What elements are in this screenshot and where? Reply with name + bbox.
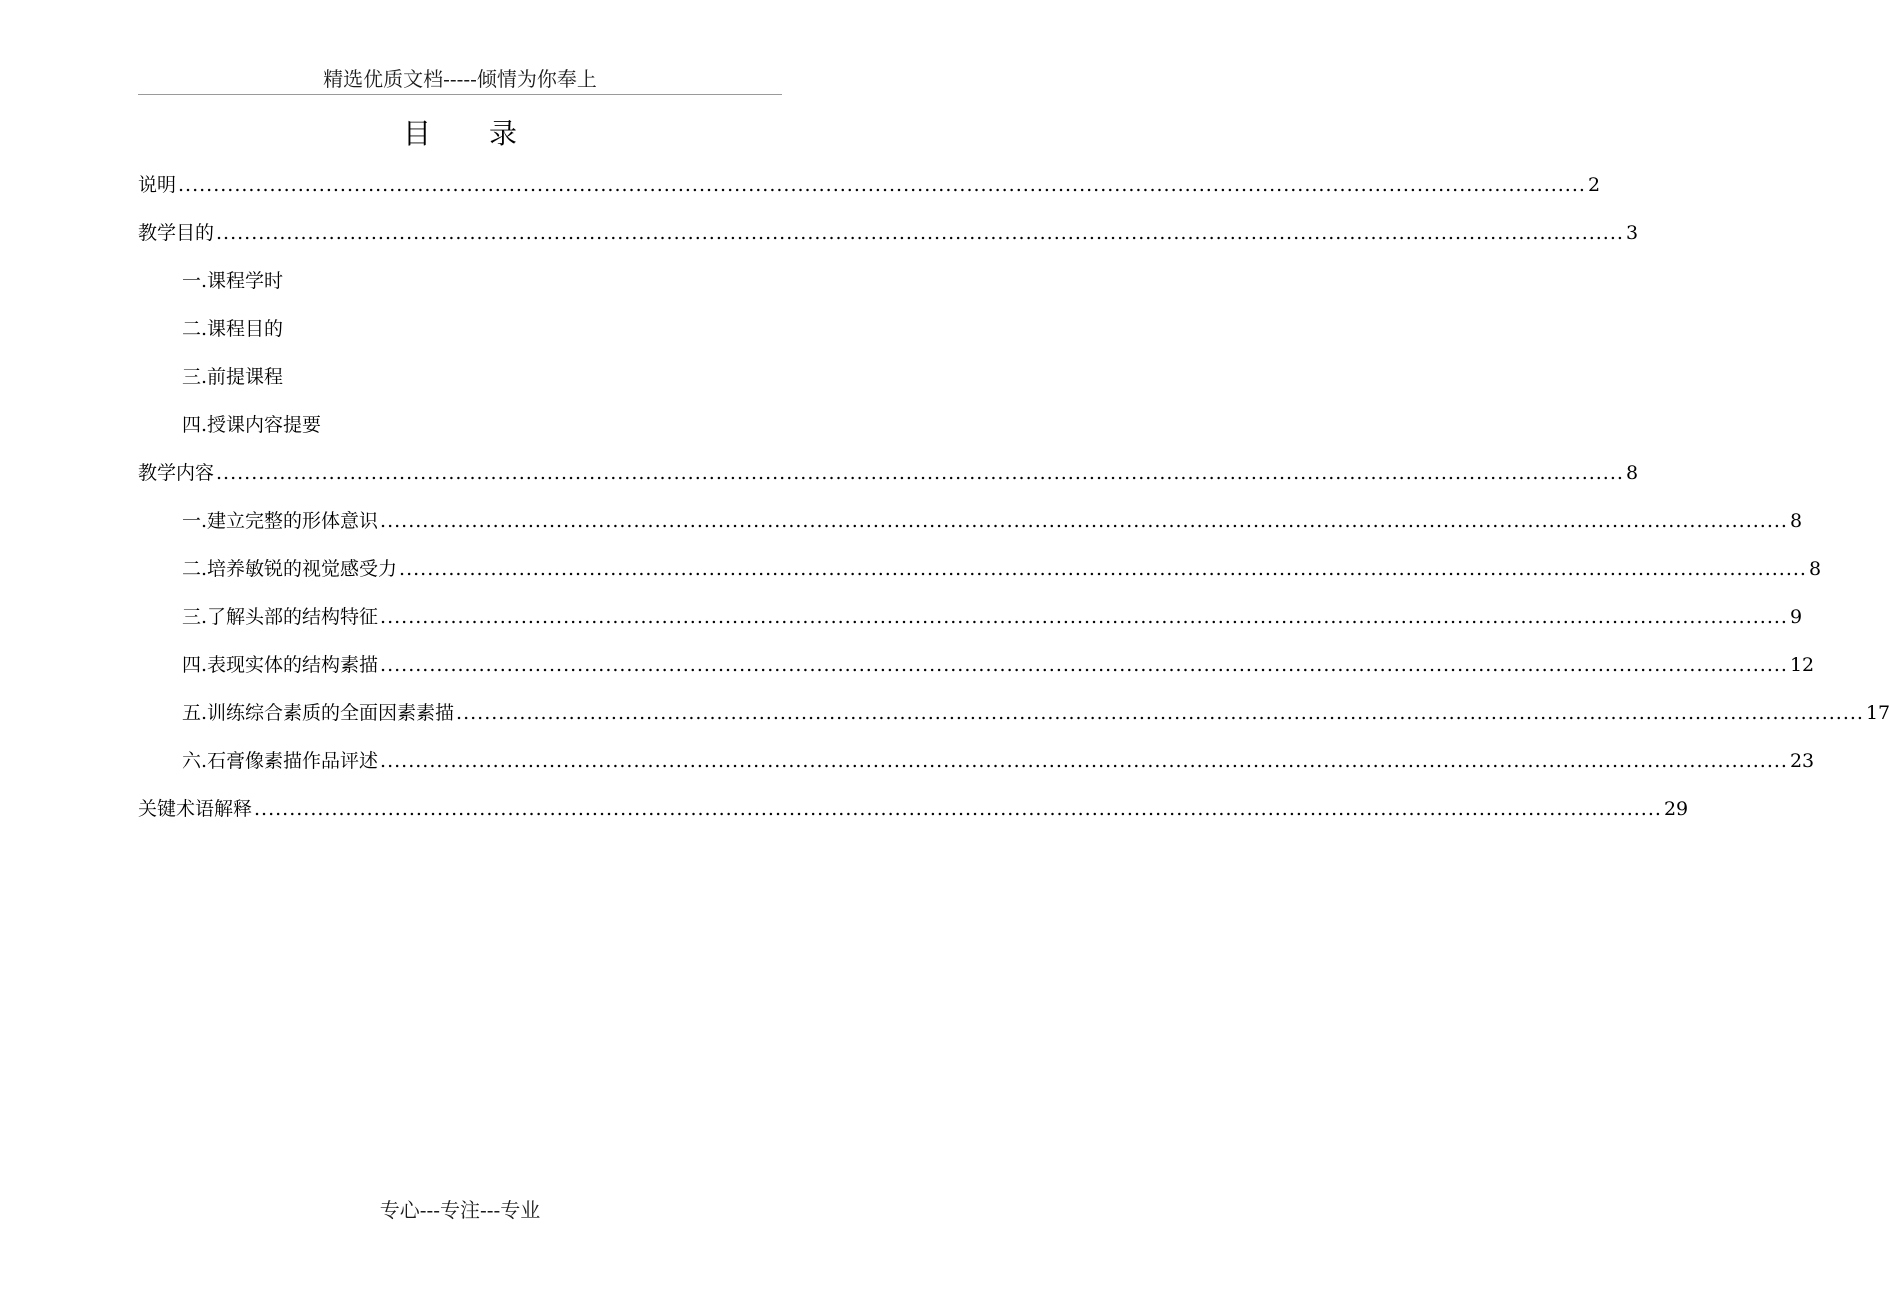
title-char-right: 录 <box>489 117 518 150</box>
toc-entry-page: 29 <box>1663 798 1689 820</box>
toc-entry-label: 四.表现实体的结构素描 <box>182 654 379 676</box>
toc-entry-page: 8 <box>1808 558 1822 580</box>
page-header: 精选优质文档-----倾情为你奉上 <box>323 67 597 91</box>
toc-leader-dots: ........................................................................................................................................................................................................ <box>456 702 1864 724</box>
toc-leader-dots: ........................................................................................................................................................................................................ <box>380 750 1788 772</box>
toc-entry-label: 关键术语解释 <box>138 798 253 820</box>
toc-entry-label: 六.石膏像素描作品评述 <box>182 750 379 772</box>
toc-leader-dots: ........................................................................................................................................................................................................ <box>216 462 1624 484</box>
toc-entry-jiaoxue-neirong[interactable] <box>138 458 1639 488</box>
toc-entry-page: 8 <box>1789 510 1803 532</box>
toc-subentry-tiyao[interactable]: 四.授课内容提要 <box>182 414 322 436</box>
toc-entry-label: 一.建立完整的形体意识 <box>182 510 379 532</box>
title-char-left: 目 <box>402 117 431 150</box>
toc-entry-label: 说明 <box>138 174 177 196</box>
toc-entry-label: 五.训练综合素质的全面因素素描 <box>182 702 455 724</box>
toc-entry-page: 9 <box>1789 606 1803 628</box>
toc-subentry[interactable] <box>182 650 1815 680</box>
toc-subentry[interactable] <box>182 506 1803 536</box>
toc-subentry[interactable] <box>182 746 1815 776</box>
page-title <box>0 114 920 154</box>
toc-entry-page: 17 <box>1865 702 1890 724</box>
toc-entry-label: 教学内容 <box>138 462 215 484</box>
toc-entry-shuoming[interactable] <box>138 170 1601 200</box>
toc-entry-page: 3 <box>1625 222 1639 244</box>
toc-entry-page: 8 <box>1625 462 1639 484</box>
toc-leader-dots: ........................................................................................................................................................................................................ <box>216 222 1624 244</box>
toc-entry-label: 二.培养敏锐的视觉感受力 <box>182 558 398 580</box>
toc-leader-dots: ........................................................................................................................................................................................................ <box>254 798 1662 820</box>
toc-subentry[interactable] <box>182 554 1822 584</box>
toc-entry-label: 教学目的 <box>138 222 215 244</box>
toc-entry-jiaoxue-mudi[interactable] <box>138 218 1639 248</box>
toc-leader-dots: ........................................................................................................................................................................................................ <box>380 606 1788 628</box>
toc-subentry-keshi[interactable]: 一.课程学时 <box>182 270 284 292</box>
toc-entry-page: 12 <box>1789 654 1815 676</box>
toc-entry-label: 三.了解头部的结构特征 <box>182 606 379 628</box>
page-footer: 专心---专注---专业 <box>379 1198 541 1222</box>
toc-leader-dots: ........................................................................................................................................................................................................ <box>380 510 1788 532</box>
toc-subentry[interactable] <box>182 602 1803 632</box>
toc-subentry-mudi[interactable]: 二.课程目的 <box>182 318 284 340</box>
toc-entry-page: 23 <box>1789 750 1815 772</box>
toc-entry-page: 2 <box>1587 174 1601 196</box>
toc-subentry[interactable] <box>182 698 1890 728</box>
toc-leader-dots: ........................................................................................................................................................................................................ <box>380 654 1788 676</box>
toc-entry-guanjian[interactable] <box>138 794 1689 824</box>
toc-leader-dots: ........................................................................................................................................................................................................ <box>399 558 1807 580</box>
toc-leader-dots: ........................................................................................................................................................................................................ <box>178 174 1586 196</box>
header-rule <box>138 94 782 95</box>
toc-subentry-qianti[interactable]: 三.前提课程 <box>182 366 284 388</box>
